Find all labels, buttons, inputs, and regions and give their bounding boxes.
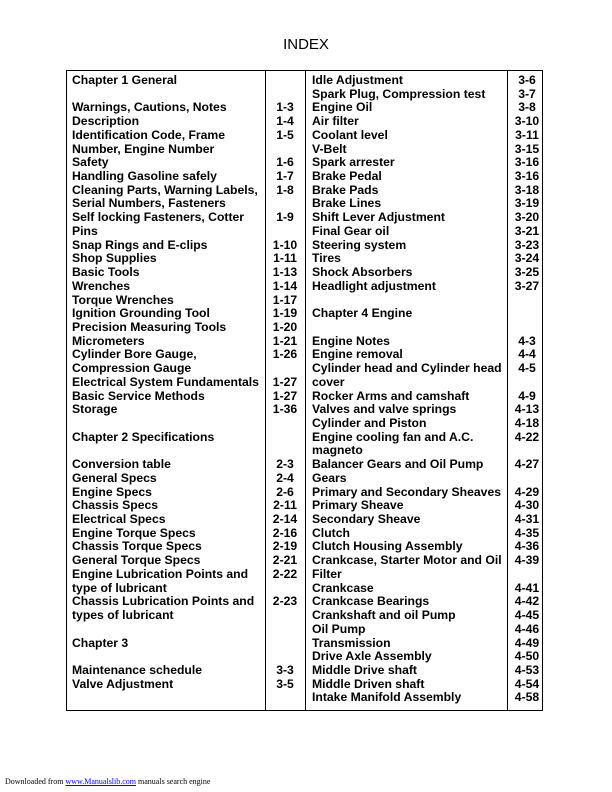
right-entry-title: Engine Oil	[312, 100, 373, 115]
manualslib-link[interactable]: www.Manualslib.com	[65, 777, 137, 786]
right-entry-page: 4-50	[514, 649, 540, 664]
left-entry-title: Chapter 2 Specifications	[72, 429, 215, 444]
left-entry-title: Wrenches	[72, 278, 131, 293]
left-entry-title: Basic Tools	[72, 265, 140, 280]
left-entry-title: Serial Numbers, Fasteners	[72, 196, 226, 211]
left-entry-page: 1-5	[276, 127, 294, 142]
right-entry-page: 4-39	[514, 553, 540, 568]
right-entry-title: Brake Lines	[312, 196, 382, 211]
left-entry-title: Precision Measuring Tools	[72, 319, 227, 334]
left-entry-page: 1-21	[272, 333, 298, 348]
left-entry-title: Snap Rings and E-clips	[72, 237, 208, 252]
right-entry-page: 3-7	[518, 86, 536, 101]
right-entry-page: 3-23	[514, 237, 540, 252]
footer-suffix: manuals search engine	[136, 777, 211, 786]
right-entry-title: Spark arrester	[312, 155, 395, 170]
right-entry-page: 3-21	[514, 223, 540, 238]
left-entry-title: Cleaning Parts, Warning Labels,	[72, 182, 258, 197]
right-entry-title: magneto	[312, 443, 363, 458]
left-entry-title: Ignition Grounding Tool	[72, 306, 210, 321]
right-entry-title: Tires	[312, 251, 341, 266]
right-entry-title: Engine Notes	[312, 333, 390, 348]
right-entry-title: Clutch	[312, 525, 350, 540]
right-entry-page: 4-53	[514, 662, 540, 677]
right-entry-page: 3-25	[514, 265, 540, 280]
right-entry-title: Primary and Secondary Sheaves	[312, 484, 502, 499]
left-entry-title: Engine Torque Specs	[72, 525, 196, 540]
right-entry-page: 4-5	[518, 361, 536, 376]
right-entry-page: 3-10	[514, 114, 540, 129]
left-entry-page: 1-17	[272, 292, 298, 307]
left-entry-title: Electrical Specs	[72, 512, 166, 527]
left-entry-title: Maintenance schedule	[72, 662, 203, 677]
column-divider	[305, 71, 306, 710]
left-entry-page: 3-3	[276, 662, 294, 677]
left-entry-page: 1-13	[272, 265, 298, 280]
left-entry-page: 2-16	[272, 525, 298, 540]
right-entry-page: 4-4	[518, 347, 536, 362]
left-entry-title: Self locking Fasteners, Cotter	[72, 210, 245, 225]
left-entry-page: 1-14	[272, 278, 298, 293]
right-entry-page: 3-6	[518, 73, 536, 87]
left-entry-page: 2-11	[273, 498, 297, 513]
right-entry-page: 4-42	[514, 594, 540, 609]
right-entry-title: Cylinder and Piston	[312, 416, 427, 430]
left-entry-page: 1-26	[272, 347, 298, 362]
left-entry-page: 2-23	[272, 594, 298, 609]
right-entry-page: 3-24	[514, 251, 540, 266]
left-entry-title: type of lubricant	[72, 580, 167, 595]
left-entry-title: Identification Code, Frame	[72, 127, 226, 142]
right-entry-title: Engine removal	[312, 347, 403, 362]
right-entry-title: Clutch Housing Assembly	[312, 539, 463, 554]
right-entry-page: 3-27	[514, 278, 540, 293]
right-entry-title: Gears	[312, 470, 347, 485]
left-entry-page: 2-19	[272, 539, 298, 554]
left-entry-title: Chapter 1 General	[72, 73, 177, 87]
right-entry-title: Brake Pads	[312, 182, 379, 197]
right-entry-title: V-Belt	[312, 141, 347, 156]
left-entry-page: 1-19	[272, 306, 298, 321]
left-entry-page: 1-36	[272, 402, 298, 417]
left-entry-page: 2-4	[276, 470, 294, 485]
right-entry-title: Crankshaft and oil Pump	[312, 608, 456, 623]
left-entry-title: Handling Gasoline safely	[72, 169, 217, 184]
right-entry-title: Rocker Arms and camshaft	[312, 388, 470, 403]
right-entry-title: Steering system	[312, 237, 407, 252]
right-entry-title: Air filter	[312, 114, 359, 129]
right-entry-page: 4-22	[514, 429, 540, 444]
left-entry-title: Basic Service Methods	[72, 388, 205, 403]
right-entry-title: Coolant level	[312, 127, 388, 142]
left-entry-page: 1-3	[276, 100, 294, 115]
left-entry-title: Valve Adjustment	[72, 676, 174, 691]
right-entry-page: 4-45	[514, 608, 540, 623]
footer-prefix: Downloaded from	[5, 777, 66, 786]
left-entry-title: Description	[72, 114, 140, 129]
right-entry-page: 4-58	[514, 690, 540, 705]
right-entry-page: 4-30	[514, 498, 540, 513]
right-entry-page: 3-16	[514, 155, 540, 170]
right-entry-title: Primary Sheave	[312, 498, 404, 513]
left-entry-page: 2-14	[272, 512, 298, 527]
right-entry-title: Drive Axle Assembly	[312, 649, 432, 664]
right-entry-page: 4-9	[518, 388, 536, 403]
page-title: INDEX	[283, 36, 329, 53]
right-entry-title: Transmission	[312, 635, 391, 650]
right-entry-page: 3-19	[514, 196, 540, 211]
left-entry-page: 2-6	[276, 484, 294, 499]
left-entry-title: General Torque Specs	[72, 553, 201, 568]
right-entry-title: Crankcase Bearings	[312, 594, 430, 609]
left-entry-page: 1-10	[272, 237, 298, 252]
right-entry-title: Crankcase, Starter Motor and Oil	[312, 553, 502, 568]
left-entry-page: 2-21	[272, 553, 298, 568]
left-entry-title: Storage	[72, 402, 118, 417]
left-entry-title: Micrometers	[72, 333, 145, 348]
left-entry-title: Number, Engine Number	[72, 141, 215, 156]
left-entry-page: 1-4	[276, 114, 294, 129]
right-entry-title: Shift Lever Adjustment	[312, 210, 445, 225]
right-entry-page: 3-16	[514, 169, 540, 184]
right-entry-title: Chapter 4 Engine	[312, 306, 413, 321]
right-entry-title: Filter	[312, 566, 342, 581]
left-entry-title: Chapter 3	[72, 635, 129, 650]
left-entry-title: General Specs	[72, 470, 157, 485]
right-entry-title: Idle Adjustment	[312, 73, 403, 87]
right-entry-page: 4-31	[514, 512, 540, 527]
right-entry-page: 4-49	[514, 635, 540, 650]
left-entry-title: Warnings, Cautions, Notes	[72, 100, 227, 115]
right-entry-page: 3-18	[514, 182, 540, 197]
right-entry-title: Balancer Gears and Oil Pump	[312, 457, 484, 472]
footer	[5, 777, 210, 786]
right-entry-title: Headlight adjustment	[312, 278, 436, 293]
left-entry-title: Compression Gauge	[72, 361, 192, 376]
left-entry-page: 2-3	[276, 457, 294, 472]
left-entry-title: types of lubricant	[72, 608, 174, 623]
right-entry-title: Intake Manifold Assembly	[312, 690, 462, 705]
left-entry-title: Safety	[72, 155, 109, 170]
right-entry-title: Secondary Sheave	[312, 512, 421, 527]
left-entry-page: 1-6	[276, 155, 294, 170]
right-entry-page: 4-29	[514, 484, 540, 499]
right-entry-page: 4-18	[514, 416, 540, 430]
right-entry-title: Shock Absorbers	[312, 265, 413, 280]
left-entry-title: Shop Supplies	[72, 251, 157, 266]
left-entry-title: Torque Wrenches	[72, 292, 174, 307]
left-entry-title: Pins	[72, 223, 98, 238]
left-entry-title: Engine Lubrication Points and	[72, 566, 249, 581]
right-entry-page: 3-20	[514, 210, 540, 225]
left-entry-title: Conversion table	[72, 457, 171, 472]
right-entry-title: cover	[312, 374, 345, 389]
right-entry-title: Brake Pedal	[312, 169, 382, 184]
left-entry-page: 3-5	[276, 676, 294, 691]
index-table	[66, 70, 543, 711]
right-entry-title: Engine cooling fan and A.C.	[312, 429, 474, 444]
right-entry-page: 4-27	[514, 457, 540, 472]
right-entry-page: 4-35	[514, 525, 540, 540]
left-entry-page: 1-8	[276, 182, 294, 197]
right-entry-page: 4-3	[518, 333, 536, 348]
left-entry-page: 1-11	[273, 251, 297, 266]
left-entry-title: Chassis Lubrication Points and	[72, 594, 255, 609]
left-entry-page: 1-9	[276, 210, 294, 225]
right-entry-page: 4-13	[514, 402, 540, 417]
right-entry-page: 4-46	[514, 621, 540, 636]
right-entry-title: Oil Pump	[312, 621, 366, 636]
right-entry-page: 4-36	[514, 539, 540, 554]
left-entry-page: 1-20	[272, 319, 298, 334]
left-entry-title: Electrical System Fundamentals	[72, 374, 259, 389]
left-entry-title: Cylinder Bore Gauge,	[72, 347, 197, 362]
left-entry-page: 1-27	[272, 374, 298, 389]
left-entry-title: Chassis Specs	[72, 498, 159, 513]
right-entry-title: Cylinder head and Cylinder head	[312, 361, 502, 376]
right-entry-title: Middle Drive shaft	[312, 662, 417, 677]
right-entry-page: 3-11	[515, 127, 539, 142]
left-entry-page: 2-22	[272, 566, 298, 581]
right-entry-title: Spark Plug, Compression test	[312, 86, 486, 101]
right-entry-page: 4-54	[514, 676, 540, 691]
right-entry-title: Final Gear oil	[312, 223, 390, 238]
right-entry-page: 3-15	[514, 141, 540, 156]
left-entry-title: Engine Specs	[72, 484, 152, 499]
left-entry-title: Chassis Torque Specs	[72, 539, 202, 554]
right-entry-page: 3-8	[518, 100, 536, 115]
right-entry-title: Crankcase	[312, 580, 374, 595]
left-entry-page: 1-27	[272, 388, 298, 403]
right-entry-title: Middle Driven shaft	[312, 676, 425, 691]
right-entry-page: 4-41	[514, 580, 540, 595]
left-entry-page: 1-7	[276, 169, 294, 184]
right-entry-title: Valves and valve springs	[312, 402, 457, 417]
